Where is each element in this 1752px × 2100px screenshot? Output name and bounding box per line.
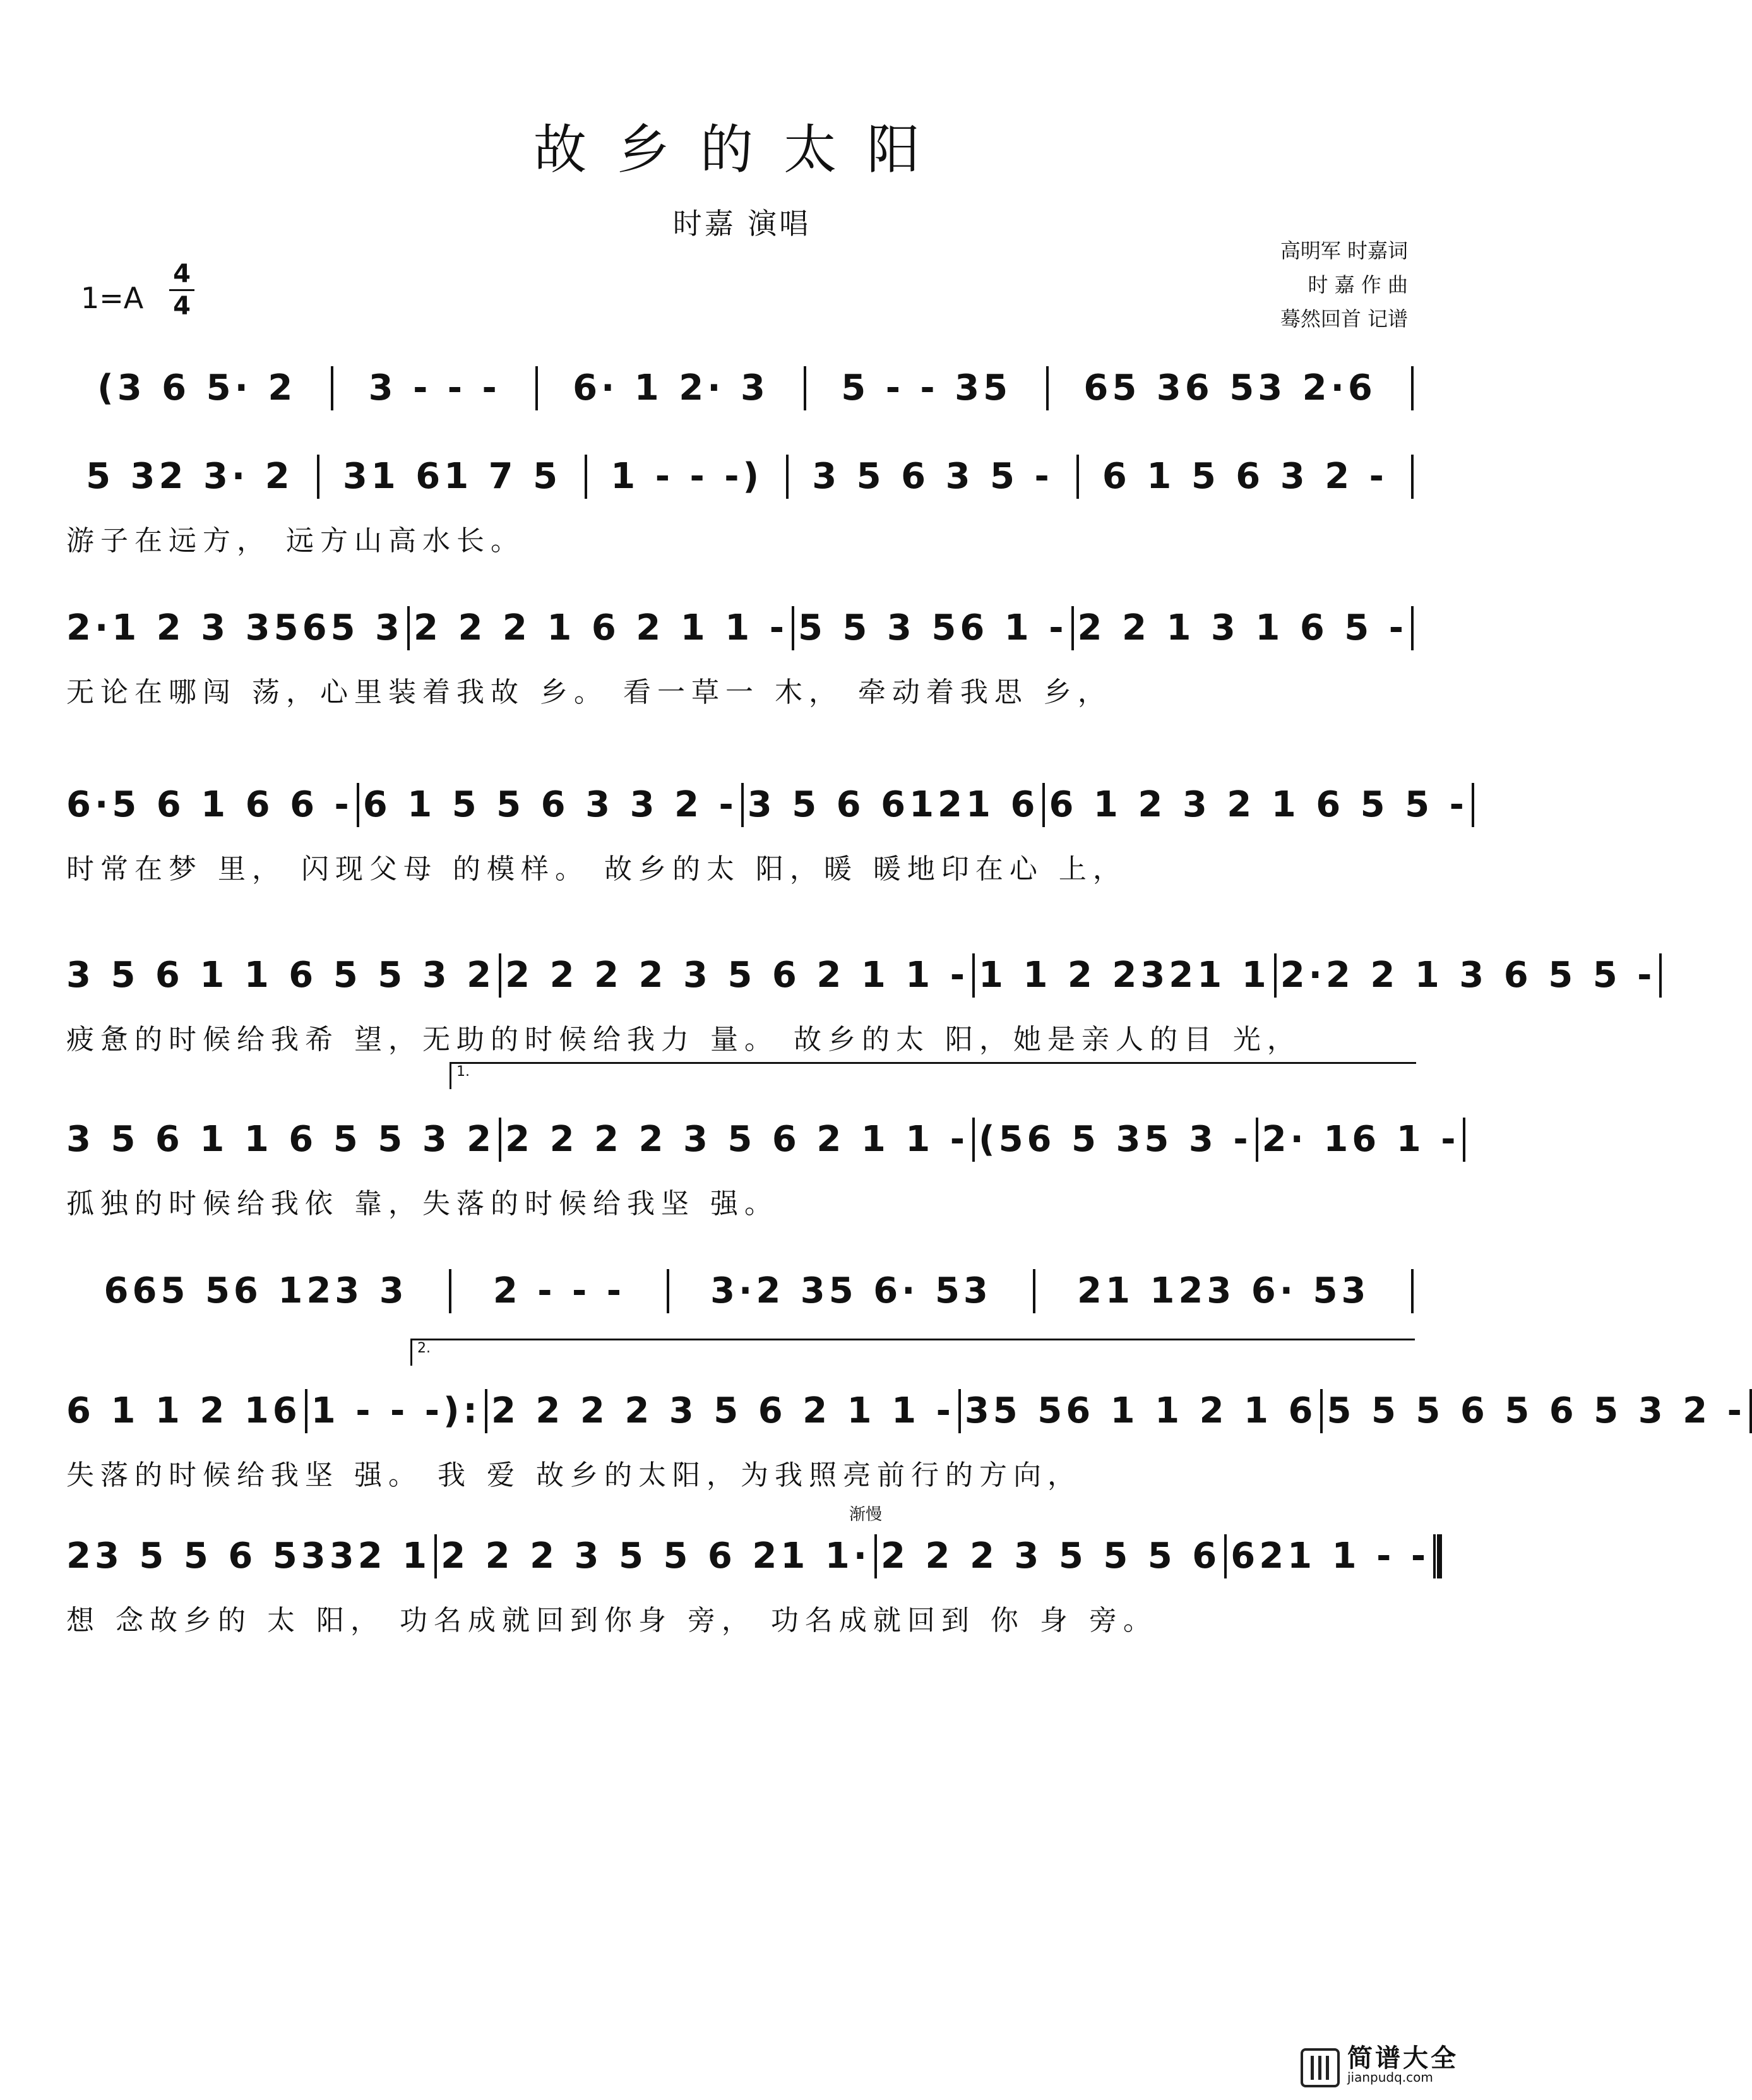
barline <box>874 1534 877 1578</box>
measure: 5 - - 35 <box>841 367 1012 409</box>
measure: (56 5 35 3 - <box>978 1119 1252 1160</box>
composer: 时 嘉 作 曲 <box>1308 273 1408 297</box>
measure: 31 61 7 5 <box>342 456 562 497</box>
lyrics-line: 疲惫的时候给我希 望，无助的时候给我力 量。 故乡的太 阳，她是亲人的目 光， <box>66 1023 1301 1056</box>
lyrics-line: 失落的时候给我坚 强。 我 爱 故乡的太阳，为我照亮前行的方向， <box>66 1459 1082 1491</box>
barline <box>1256 1118 1258 1162</box>
measure: 2 2 2 3 5 5 6 21 1· <box>441 1536 871 1577</box>
watermark-url: jianpudq.com <box>1347 2070 1433 2085</box>
measure: 3 5 6 1 1 6 5 5 3 2 <box>66 1119 496 1160</box>
measure: 21 123 6· 53 <box>1076 1270 1370 1311</box>
credits <box>1280 234 1408 336</box>
barline <box>1411 606 1414 650</box>
measure: 2· 16 1 - <box>1261 1119 1460 1160</box>
measure: 5 32 3· 2 <box>86 456 294 497</box>
measure: 5 5 3 56 1 - <box>797 607 1068 648</box>
barline <box>1033 1269 1035 1313</box>
measure: 2 2 2 3 5 5 5 6 <box>881 1536 1221 1577</box>
measure: 3 5 6 6121 6 <box>747 784 1039 825</box>
barline <box>1076 455 1079 499</box>
measure: 2 2 2 2 3 5 6 2 1 1 - <box>505 955 968 996</box>
notes-line <box>66 1111 1460 1168</box>
measure: 6· 1 2· 3 <box>573 367 769 409</box>
measure: 6 1 5 5 6 3 3 2 - <box>362 784 737 825</box>
barline <box>434 1534 437 1578</box>
barline <box>585 455 587 499</box>
measure: 2 - - - <box>492 1270 625 1311</box>
barline <box>1472 783 1474 827</box>
measure: 35 56 1 1 2 1 6 <box>964 1390 1317 1431</box>
barline <box>1749 1389 1752 1433</box>
watermark-logo <box>1301 2044 1458 2087</box>
barline <box>972 1118 975 1162</box>
barline <box>357 783 359 827</box>
time-signature-top: 4 <box>173 260 191 289</box>
measure: (3 6 5· 2 <box>97 367 297 409</box>
measure: 6 1 5 6 3 2 - <box>1102 456 1388 497</box>
measure: 2 2 2 2 3 5 6 2 1 1 - <box>491 1390 955 1431</box>
volta-1: 1. <box>450 1062 1416 1089</box>
measure: 3 5 6 1 1 6 5 5 3 2 <box>66 955 496 996</box>
measure: 6·5 6 1 6 6 - <box>66 784 353 825</box>
measure: 5 5 5 6 5 6 5 3 2 - <box>1326 1390 1746 1431</box>
barline <box>1463 1118 1465 1162</box>
measure: 1 1 2 2321 1 <box>978 955 1270 996</box>
notes-line <box>66 947 1656 1004</box>
measure: 621 1 - - <box>1231 1536 1430 1577</box>
volta-2: 2. <box>410 1339 1415 1366</box>
notes-line <box>66 360 1417 417</box>
notes-line <box>66 777 1468 833</box>
watermark-name: 简谱大全 <box>1347 2044 1458 2073</box>
measure: 2·1 2 3 3565 3 <box>66 607 403 648</box>
barline <box>972 953 975 998</box>
barline <box>804 366 806 410</box>
key-signature: 1=A <box>81 281 144 315</box>
barline <box>499 1118 501 1162</box>
barline <box>1046 366 1049 410</box>
barline <box>317 455 319 499</box>
notes-line <box>66 1383 1746 1440</box>
notes-line <box>66 600 1417 657</box>
time-signature <box>169 259 194 321</box>
barline <box>535 366 538 410</box>
measure: 65 36 53 2·6 <box>1083 367 1376 409</box>
measure: 1 - - -) <box>611 456 763 497</box>
measure: 2·2 2 1 3 6 5 5 - <box>1280 955 1656 996</box>
barline <box>741 783 744 827</box>
lyrics-line: 无论在哪闯 荡，心里装着我故 乡。 看一草一 木， 牵动着我思 乡， <box>66 676 1112 708</box>
barline <box>1071 606 1074 650</box>
measure: 2 2 2 1 6 2 1 1 - <box>414 607 788 648</box>
singer-line: 时嘉 演唱 <box>672 206 811 241</box>
notes-line <box>66 1263 1417 1320</box>
barline <box>305 1389 307 1433</box>
transcriber: 蓦然回首 记谱 <box>1280 307 1408 331</box>
barline <box>1224 1534 1227 1578</box>
barline <box>1411 366 1414 410</box>
notes-line <box>66 448 1417 505</box>
measure: 665 56 123 3 <box>104 1270 408 1311</box>
barline <box>449 1269 451 1313</box>
barline <box>499 953 501 998</box>
measure: 2 2 2 2 3 5 6 2 1 1 - <box>505 1119 968 1160</box>
barline <box>1042 783 1045 827</box>
song-title: 故乡的太阳 <box>533 119 950 181</box>
barline <box>1433 1534 1442 1578</box>
barline <box>407 606 410 650</box>
lyrics-line: 孤独的时候给我依 靠，失落的时候给我坚 强。 <box>66 1188 778 1220</box>
barline <box>1411 1269 1414 1313</box>
barline <box>958 1389 961 1433</box>
piano-keys-icon <box>1301 2048 1340 2087</box>
measure: 3 5 6 3 5 - <box>812 456 1053 497</box>
measure: 6 1 1 2 16 <box>66 1390 301 1431</box>
barline <box>792 606 794 650</box>
lyrics-line: 游子在远方， 远方山高水长。 <box>66 525 525 557</box>
barline <box>331 366 333 410</box>
measure: 2 2 1 3 1 6 5 - <box>1077 607 1407 648</box>
lyrics-line: 时常在梦 里， 闪现父母 的模样。 故乡的太 阳，暖 暖地印在心 上， <box>66 853 1127 885</box>
lyrics-line: 想 念故乡的 太 阳， 功名成就回到你身 旁， 功名成就回到 你 身 旁。 <box>66 1604 1157 1637</box>
tempo-mark: 渐慢 <box>849 1505 883 1524</box>
measure: 23 5 5 6 5332 1 <box>66 1536 431 1577</box>
barline <box>485 1389 487 1433</box>
measure: 6 1 2 3 2 1 6 5 5 - <box>1049 784 1468 825</box>
measure: 1 - - -): <box>311 1390 481 1431</box>
notes-line <box>66 1528 1430 1585</box>
barline <box>786 455 789 499</box>
measure: 3 - - - <box>368 367 501 409</box>
barline <box>667 1269 669 1313</box>
barline <box>1659 953 1662 998</box>
measure: 3·2 35 6· 53 <box>710 1270 992 1311</box>
lyricist: 高明军 时嘉词 <box>1280 239 1408 263</box>
barline <box>1274 953 1277 998</box>
barline <box>1411 455 1414 499</box>
barline <box>1320 1389 1323 1433</box>
time-signature-bottom: 4 <box>169 289 194 321</box>
